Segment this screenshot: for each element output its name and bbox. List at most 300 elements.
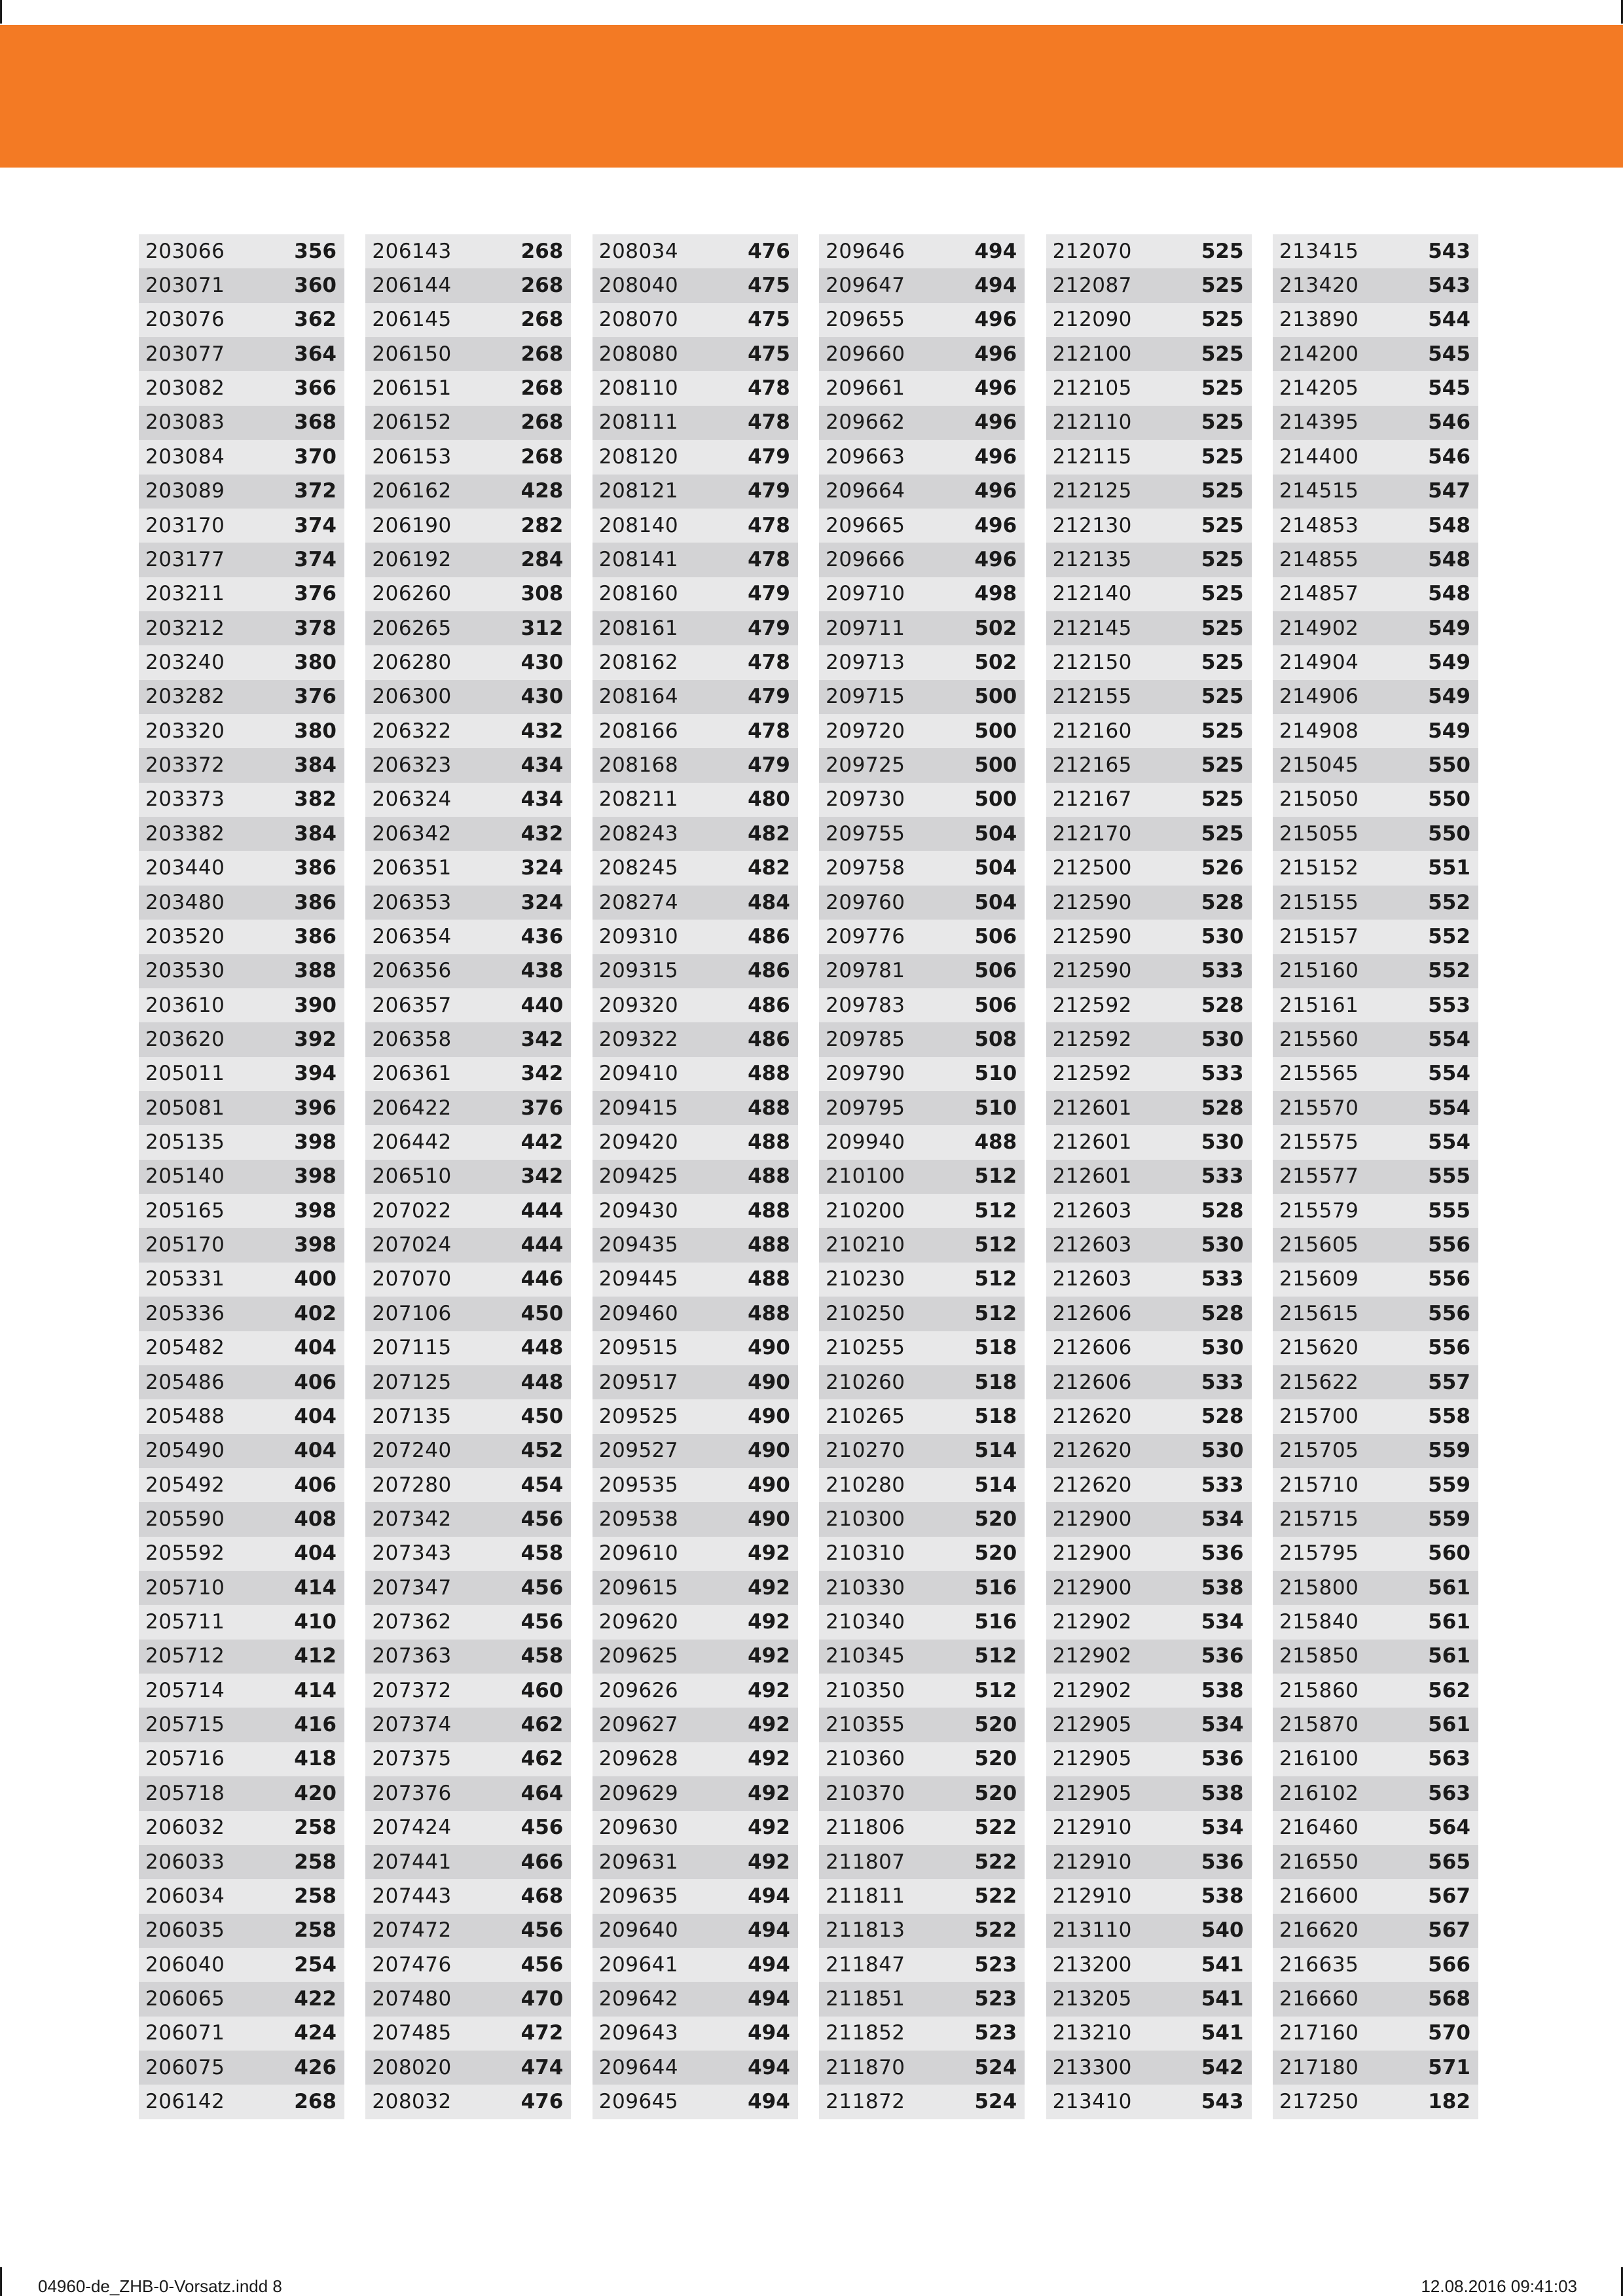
page-number: 530 (1201, 1027, 1244, 1051)
index-row (593, 1605, 798, 1639)
index-row (1046, 440, 1252, 474)
index-row (139, 680, 344, 714)
index-row (593, 2017, 798, 2051)
article-number: 210340 (826, 1610, 905, 1634)
page-number: 496 (974, 410, 1017, 435)
page-number: 544 (1428, 308, 1470, 332)
article-number: 208164 (598, 685, 679, 709)
article-number: 203320 (145, 719, 225, 743)
article-number: 205331 (145, 1267, 225, 1291)
article-number: 206192 (372, 547, 452, 571)
index-row (819, 851, 1025, 885)
page-number: 482 (748, 821, 790, 846)
article-number: 206361 (372, 1062, 452, 1086)
page-number: 254 (294, 1952, 337, 1977)
article-number: 209725 (826, 753, 905, 778)
article-number: 208141 (598, 547, 679, 571)
page-number: 525 (1201, 513, 1244, 537)
index-row (1046, 680, 1252, 714)
page-number: 528 (1201, 993, 1244, 1017)
article-number: 206151 (372, 376, 452, 401)
page-number: 546 (1428, 410, 1470, 435)
page-number: 475 (748, 308, 790, 332)
index-row (365, 1160, 571, 1194)
article-number: 215850 (1279, 1644, 1359, 1668)
article-number: 203530 (145, 959, 225, 983)
index-row (819, 714, 1025, 748)
page-number: 308 (520, 582, 564, 606)
index-row (365, 680, 571, 714)
page-number: 528 (1201, 1096, 1244, 1120)
index-row (139, 1982, 344, 2016)
page-number: 450 (520, 1301, 564, 1325)
page-number: 456 (520, 1507, 564, 1531)
article-number: 209660 (826, 342, 905, 366)
article-number: 210250 (826, 1301, 905, 1325)
page-number: 376 (520, 1096, 564, 1120)
article-number: 207374 (372, 1713, 452, 1737)
index-row (1273, 1879, 1478, 1913)
page-number: 555 (1428, 1198, 1470, 1223)
page-number: 404 (294, 1541, 337, 1566)
page-number: 488 (748, 1062, 790, 1086)
article-number: 210280 (826, 1473, 905, 1497)
index-row (593, 577, 798, 611)
article-number: 209420 (598, 1130, 679, 1155)
index-row (139, 1057, 344, 1091)
index-row (819, 577, 1025, 611)
article-number: 215795 (1279, 1541, 1359, 1566)
index-row (1046, 748, 1252, 782)
article-number: 209425 (598, 1164, 679, 1189)
page-number: 284 (520, 547, 564, 571)
article-number: 208040 (598, 274, 679, 298)
index-row (139, 268, 344, 302)
page-number: 416 (294, 1713, 337, 1737)
article-number: 215705 (1279, 1439, 1359, 1463)
page-number: 530 (1201, 1439, 1244, 1463)
article-number: 216100 (1279, 1747, 1359, 1771)
page-number: 470 (520, 1987, 564, 2011)
page-number: 564 (1428, 1816, 1470, 1840)
page-number: 475 (748, 274, 790, 298)
article-number: 203071 (145, 274, 225, 298)
page-number: 555 (1428, 1164, 1470, 1189)
article-number: 208161 (598, 616, 679, 640)
article-number: 203212 (145, 616, 225, 640)
article-number: 206510 (372, 1164, 452, 1189)
page-number: 462 (520, 1747, 564, 1771)
index-row (819, 1811, 1025, 1845)
index-row (1273, 406, 1478, 440)
article-number: 212115 (1052, 444, 1132, 469)
index-row (1046, 268, 1252, 302)
page-number: 496 (974, 479, 1017, 503)
index-row (365, 543, 571, 577)
index-row (365, 1022, 571, 1056)
index-row (1046, 611, 1252, 645)
page-number: 342 (520, 1062, 564, 1086)
index-row (1273, 268, 1478, 302)
page-number: 456 (520, 1952, 564, 1977)
index-row (593, 2051, 798, 2085)
index-row (819, 1571, 1025, 1605)
index-row (819, 1022, 1025, 1056)
page-number: 268 (520, 410, 564, 435)
index-row (139, 611, 344, 645)
index-row (139, 1571, 344, 1605)
index-row (1273, 1571, 1478, 1605)
page-number: 568 (1428, 1987, 1470, 2011)
page-number: 478 (748, 547, 790, 571)
index-row (139, 920, 344, 954)
page-number: 522 (974, 1850, 1017, 1874)
page-number: 458 (520, 1541, 564, 1566)
article-number: 212500 (1052, 856, 1132, 880)
index-row (593, 406, 798, 440)
page-number: 525 (1201, 685, 1244, 709)
article-number: 214857 (1279, 582, 1359, 606)
page-number: 559 (1428, 1439, 1470, 1463)
index-row (365, 1194, 571, 1228)
index-row (365, 1640, 571, 1674)
index-row (1046, 1845, 1252, 1879)
index-row (593, 1948, 798, 1982)
article-number: 209647 (826, 274, 905, 298)
index-row (1273, 1091, 1478, 1125)
index-row (593, 1160, 798, 1194)
index-row (365, 371, 571, 405)
page-number: 486 (748, 959, 790, 983)
article-number: 203076 (145, 308, 225, 332)
index-column (365, 234, 571, 2119)
page-number: 268 (520, 239, 564, 263)
article-number: 209730 (826, 787, 905, 812)
index-row (365, 1879, 571, 1913)
page-number: 525 (1201, 821, 1244, 846)
page-number: 512 (974, 1164, 1017, 1189)
index-row (365, 611, 571, 645)
page-number: 558 (1428, 1404, 1470, 1428)
index-row (1273, 748, 1478, 782)
article-number: 206357 (372, 993, 452, 1017)
index-row (1273, 1674, 1478, 1708)
page-number: 554 (1428, 1062, 1470, 1086)
index-row (1273, 337, 1478, 371)
article-number: 209525 (598, 1404, 679, 1428)
page-number: 434 (520, 787, 564, 812)
index-row (819, 337, 1025, 371)
index-row (365, 1091, 571, 1125)
index-row (593, 851, 798, 885)
page-number: 479 (748, 582, 790, 606)
article-number: 208162 (598, 650, 679, 674)
page-number: 549 (1428, 719, 1470, 743)
article-number: 206300 (372, 685, 452, 709)
index-row (593, 509, 798, 543)
article-number: 203066 (145, 239, 225, 263)
page-number: 522 (974, 1884, 1017, 1908)
article-number: 203382 (145, 821, 225, 846)
article-number: 203089 (145, 479, 225, 503)
article-number: 203083 (145, 410, 225, 435)
article-number: 207135 (372, 1404, 452, 1428)
index-row (139, 1879, 344, 1913)
article-number: 215161 (1279, 993, 1359, 1017)
page-number: 488 (748, 1267, 790, 1291)
page-number: 490 (748, 1370, 790, 1394)
page-number: 426 (294, 2055, 337, 2079)
page-number: 268 (520, 342, 564, 366)
page-number: 448 (520, 1370, 564, 1394)
index-row (1273, 886, 1478, 920)
article-number: 209710 (826, 582, 905, 606)
article-number: 207024 (372, 1233, 452, 1257)
page-number: 553 (1428, 993, 1470, 1017)
article-number: 211807 (826, 1850, 905, 1874)
article-number: 206280 (372, 650, 452, 674)
page-number: 324 (520, 890, 564, 914)
article-number: 209715 (826, 685, 905, 709)
index-row (139, 645, 344, 679)
index-row (819, 1776, 1025, 1810)
article-number: 212620 (1052, 1404, 1132, 1428)
index-row (819, 1468, 1025, 1502)
page-number: 466 (520, 1850, 564, 1874)
page-number: 488 (974, 1130, 1017, 1155)
page-number: 496 (974, 547, 1017, 571)
article-number: 215715 (1279, 1507, 1359, 1531)
index-row (819, 1297, 1025, 1331)
article-number: 212592 (1052, 1027, 1132, 1051)
index-row (819, 1914, 1025, 1948)
page-number: 406 (294, 1473, 337, 1497)
index-row (593, 1537, 798, 1571)
index-row (139, 475, 344, 509)
article-number: 203372 (145, 753, 225, 778)
article-number: 213300 (1052, 2055, 1132, 2079)
page-number: 460 (520, 1678, 564, 1702)
page-number: 502 (974, 616, 1017, 640)
page-number: 545 (1428, 376, 1470, 401)
index-row (1273, 1502, 1478, 1536)
page-number: 488 (748, 1164, 790, 1189)
index-row (819, 1194, 1025, 1228)
index-row (1273, 954, 1478, 988)
index-row (593, 748, 798, 782)
index-row (593, 1091, 798, 1125)
article-number: 205490 (145, 1439, 225, 1463)
page-number: 516 (974, 1610, 1017, 1634)
index-row (365, 268, 571, 302)
page-number: 364 (294, 342, 337, 366)
page-number: 372 (294, 479, 337, 503)
index-row (365, 1948, 571, 1982)
index-row (365, 851, 571, 885)
page-number: 506 (974, 959, 1017, 983)
page-number: 549 (1428, 650, 1470, 674)
index-row (819, 783, 1025, 817)
article-number: 214853 (1279, 513, 1359, 537)
page-number: 554 (1428, 1130, 1470, 1155)
index-row (365, 1845, 571, 1879)
index-row (365, 954, 571, 988)
article-number: 209320 (598, 993, 679, 1017)
index-row (819, 1537, 1025, 1571)
index-row (139, 1948, 344, 1982)
article-number: 207376 (372, 1781, 452, 1805)
index-row (593, 2085, 798, 2119)
index-row (1273, 1228, 1478, 1262)
article-number: 209662 (826, 410, 905, 435)
index-row (1273, 371, 1478, 405)
article-number: 210265 (826, 1404, 905, 1428)
page-number: 525 (1201, 239, 1244, 263)
page-number: 496 (974, 444, 1017, 469)
page-number: 398 (294, 1233, 337, 1257)
page-number: 525 (1201, 479, 1244, 503)
page-number: 440 (520, 993, 564, 1017)
page-number: 545 (1428, 342, 1470, 366)
index-row (365, 1605, 571, 1639)
index-column (819, 234, 1025, 2119)
index-row (1273, 1468, 1478, 1502)
page-number: 500 (974, 685, 1017, 709)
index-row (139, 234, 344, 268)
article-number: 209635 (598, 1884, 679, 1908)
article-number: 203077 (145, 342, 225, 366)
article-number: 205711 (145, 1610, 225, 1634)
article-number: 212167 (1052, 787, 1132, 812)
article-number: 212590 (1052, 924, 1132, 948)
page-number: 268 (520, 308, 564, 332)
index-row (819, 1845, 1025, 1879)
index-row (593, 1674, 798, 1708)
index-row (1046, 1263, 1252, 1297)
page-number: 549 (1428, 616, 1470, 640)
page-number: 538 (1201, 1575, 1244, 1600)
index-row (593, 337, 798, 371)
page-number: 525 (1201, 274, 1244, 298)
page-number: 362 (294, 308, 337, 332)
page-number: 561 (1428, 1575, 1470, 1600)
index-row (1046, 714, 1252, 748)
index-row (1273, 509, 1478, 543)
page-number: 534 (1201, 1507, 1244, 1531)
article-number: 212620 (1052, 1439, 1132, 1463)
page-number: 494 (974, 239, 1017, 263)
index-row (1046, 337, 1252, 371)
index-row (139, 783, 344, 817)
index-row (139, 371, 344, 405)
index-row (139, 1022, 344, 1056)
page-number: 258 (294, 1884, 337, 1908)
article-number: 210230 (826, 1267, 905, 1291)
page-number: 563 (1428, 1747, 1470, 1771)
article-number: 207240 (372, 1439, 452, 1463)
page-number: 536 (1201, 1850, 1244, 1874)
index-row (139, 1845, 344, 1879)
article-number: 212110 (1052, 410, 1132, 435)
index-row (1046, 303, 1252, 337)
article-number: 209644 (598, 2055, 679, 2079)
article-number: 215615 (1279, 1301, 1359, 1325)
index-row (365, 1571, 571, 1605)
page-number: 533 (1201, 1164, 1244, 1189)
article-number: 212902 (1052, 1678, 1132, 1702)
article-number: 214205 (1279, 376, 1359, 401)
index-row (1273, 1948, 1478, 1982)
article-number: 214902 (1279, 616, 1359, 640)
index-row (593, 1331, 798, 1365)
page-number: 541 (1201, 1952, 1244, 1977)
index-row (819, 1228, 1025, 1262)
article-number: 215710 (1279, 1473, 1359, 1497)
page-number: 525 (1201, 753, 1244, 778)
article-number: 206035 (145, 1918, 225, 1943)
page-number: 496 (974, 342, 1017, 366)
index-row (819, 1640, 1025, 1674)
page-number: 548 (1428, 547, 1470, 571)
article-number: 209625 (598, 1644, 679, 1668)
page-number: 560 (1428, 1541, 1470, 1566)
header-banner (0, 25, 1623, 168)
index-row (593, 1982, 798, 2016)
article-number: 207375 (372, 1747, 452, 1771)
article-number: 209315 (598, 959, 679, 983)
index-row (1273, 1297, 1478, 1331)
page-number: 496 (974, 513, 1017, 537)
page-number: 478 (748, 376, 790, 401)
page-number: 530 (1201, 1233, 1244, 1257)
article-number: 211811 (826, 1884, 905, 1908)
page-number: 374 (294, 513, 337, 537)
page-number: 541 (1201, 2021, 1244, 2045)
index-row (819, 475, 1025, 509)
index-row (139, 1914, 344, 1948)
index-row (819, 406, 1025, 440)
page-number: 456 (520, 1918, 564, 1943)
index-row (819, 1605, 1025, 1639)
index-row (1273, 1605, 1478, 1639)
index-row (593, 1125, 798, 1159)
page-number: 563 (1428, 1781, 1470, 1805)
article-number: 213410 (1052, 2090, 1132, 2114)
index-column (593, 234, 798, 2119)
page-number: 492 (748, 1816, 790, 1840)
article-number: 205710 (145, 1575, 225, 1600)
page-number: 258 (294, 1816, 337, 1840)
page-number: 533 (1201, 1473, 1244, 1497)
article-number: 212902 (1052, 1610, 1132, 1634)
article-number: 212105 (1052, 376, 1132, 401)
index-row (139, 1708, 344, 1742)
index-row (593, 543, 798, 577)
page-number: 504 (974, 856, 1017, 880)
article-number: 212592 (1052, 993, 1132, 1017)
article-number: 209643 (598, 2021, 679, 2045)
page-number: 428 (520, 479, 564, 503)
index-row (1046, 1434, 1252, 1468)
page-number: 512 (974, 1267, 1017, 1291)
page-number: 482 (748, 856, 790, 880)
page-number: 500 (974, 787, 1017, 812)
crop-mark-bottom-left (0, 2267, 2, 2296)
index-row (1046, 1022, 1252, 1056)
index-row (819, 1125, 1025, 1159)
article-number: 212603 (1052, 1267, 1132, 1291)
article-number: 216550 (1279, 1850, 1359, 1874)
